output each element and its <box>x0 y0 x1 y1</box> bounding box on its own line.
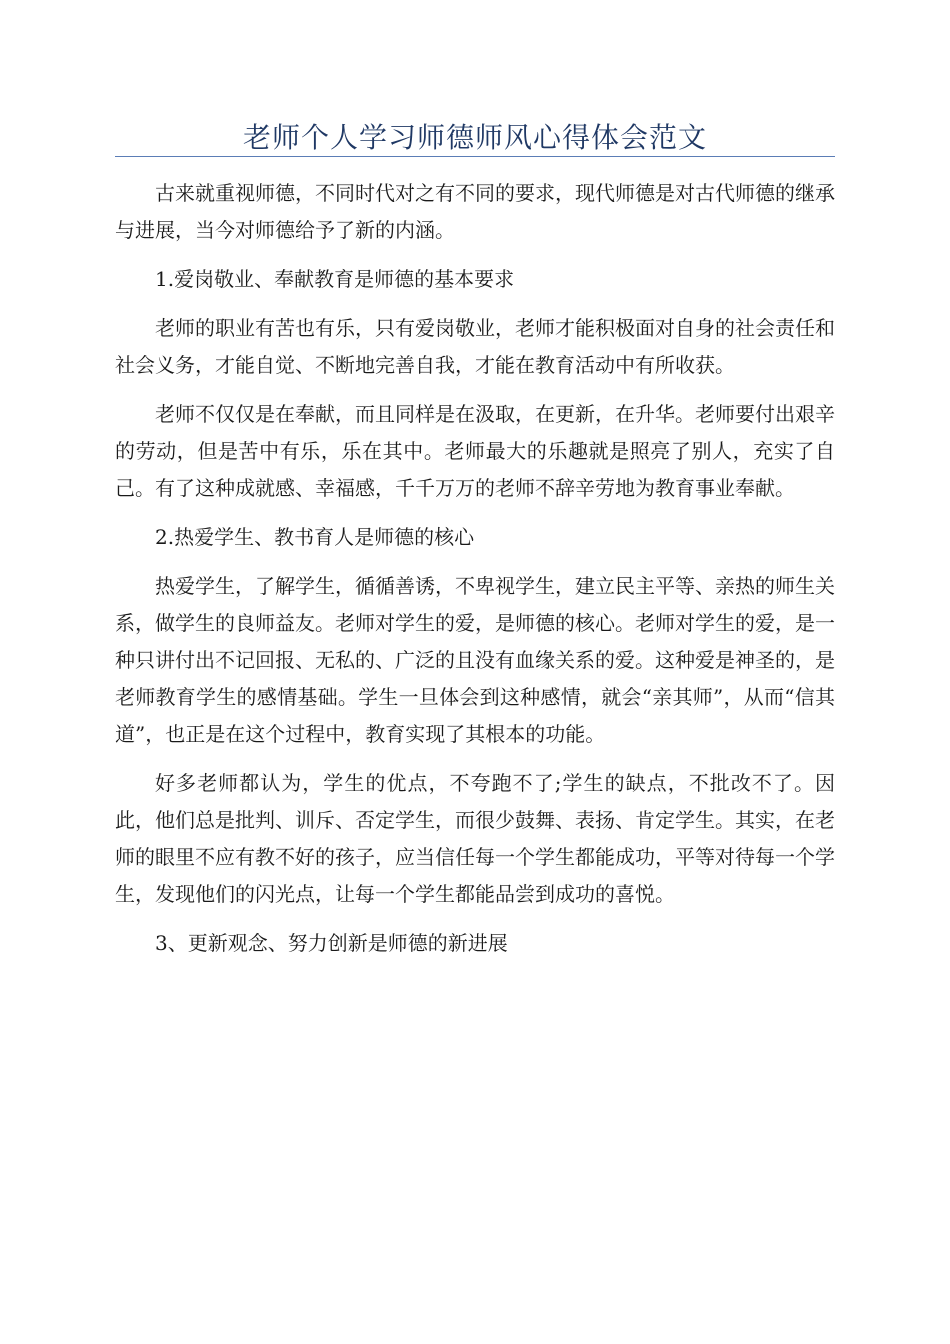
document-body <box>115 175 835 974</box>
section-heading-2: 2.热爱学生、教书育人是师德的核心 <box>155 525 475 549</box>
paragraph: 老师不仅仅是在奉献，而且同样是在汲取，在更新，在升华。老师要付出艰辛的劳动，但是苦中有乐，乐在其中。老师最大的乐趣就是照亮了别人，充实了自己。有了这种成就感、幸福感，千千万万的老师不辞辛劳地为教育事业奉献。 <box>115 402 835 500</box>
section-heading-1: 1.爱岗敬业、奉献教育是师德的基本要求 <box>155 267 515 291</box>
document-title: 老师个人学习师德师风心得体会范文 <box>242 121 707 154</box>
paragraph: 热爱学生，了解学生，循循善诱，不卑视学生，建立民主平等、亲热的师生关系，做学生的良师益友。老师对学生的爱，是师德的核心。老师对学生的爱，是一种只讲付出不记回报、无私的、广泛的且没有血缘关系的爱。这种爱是神圣的，是老师教育学生的感情基础。学生一旦体会到这种感情，就会“亲其师”，从而“信其道”，也正是在这个过程中，教育实现了其根本的功能。 <box>115 574 835 746</box>
paragraph-intro: 古来就重视师德，不同时代对之有不同的要求，现代师德是对古代师德的继承与进展，当今对师德给予了新的内涵。 <box>115 181 835 242</box>
title-block <box>115 112 835 157</box>
paragraph: 老师的职业有苦也有乐，只有爱岗敬业，老师才能积极面对自身的社会责任和社会义务，才能自觉、不断地完善自我，才能在教育活动中有所收获。 <box>115 316 835 377</box>
section-heading-3: 3、更新观念、努力创新是师德的新进展 <box>155 931 508 955</box>
paragraph: 好多老师都认为，学生的优点，不夸跑不了;学生的缺点，不批改不了。因此，他们总是批判、训斥、否定学生，而很少鼓舞、表扬、肯定学生。其实，在老师的眼里不应有教不好的孩子，应当信任每一个学生都能成功，平等对待每一个学生，发现他们的闪光点，让每一个学生都能品尝到成功的喜悦。 <box>115 771 835 906</box>
